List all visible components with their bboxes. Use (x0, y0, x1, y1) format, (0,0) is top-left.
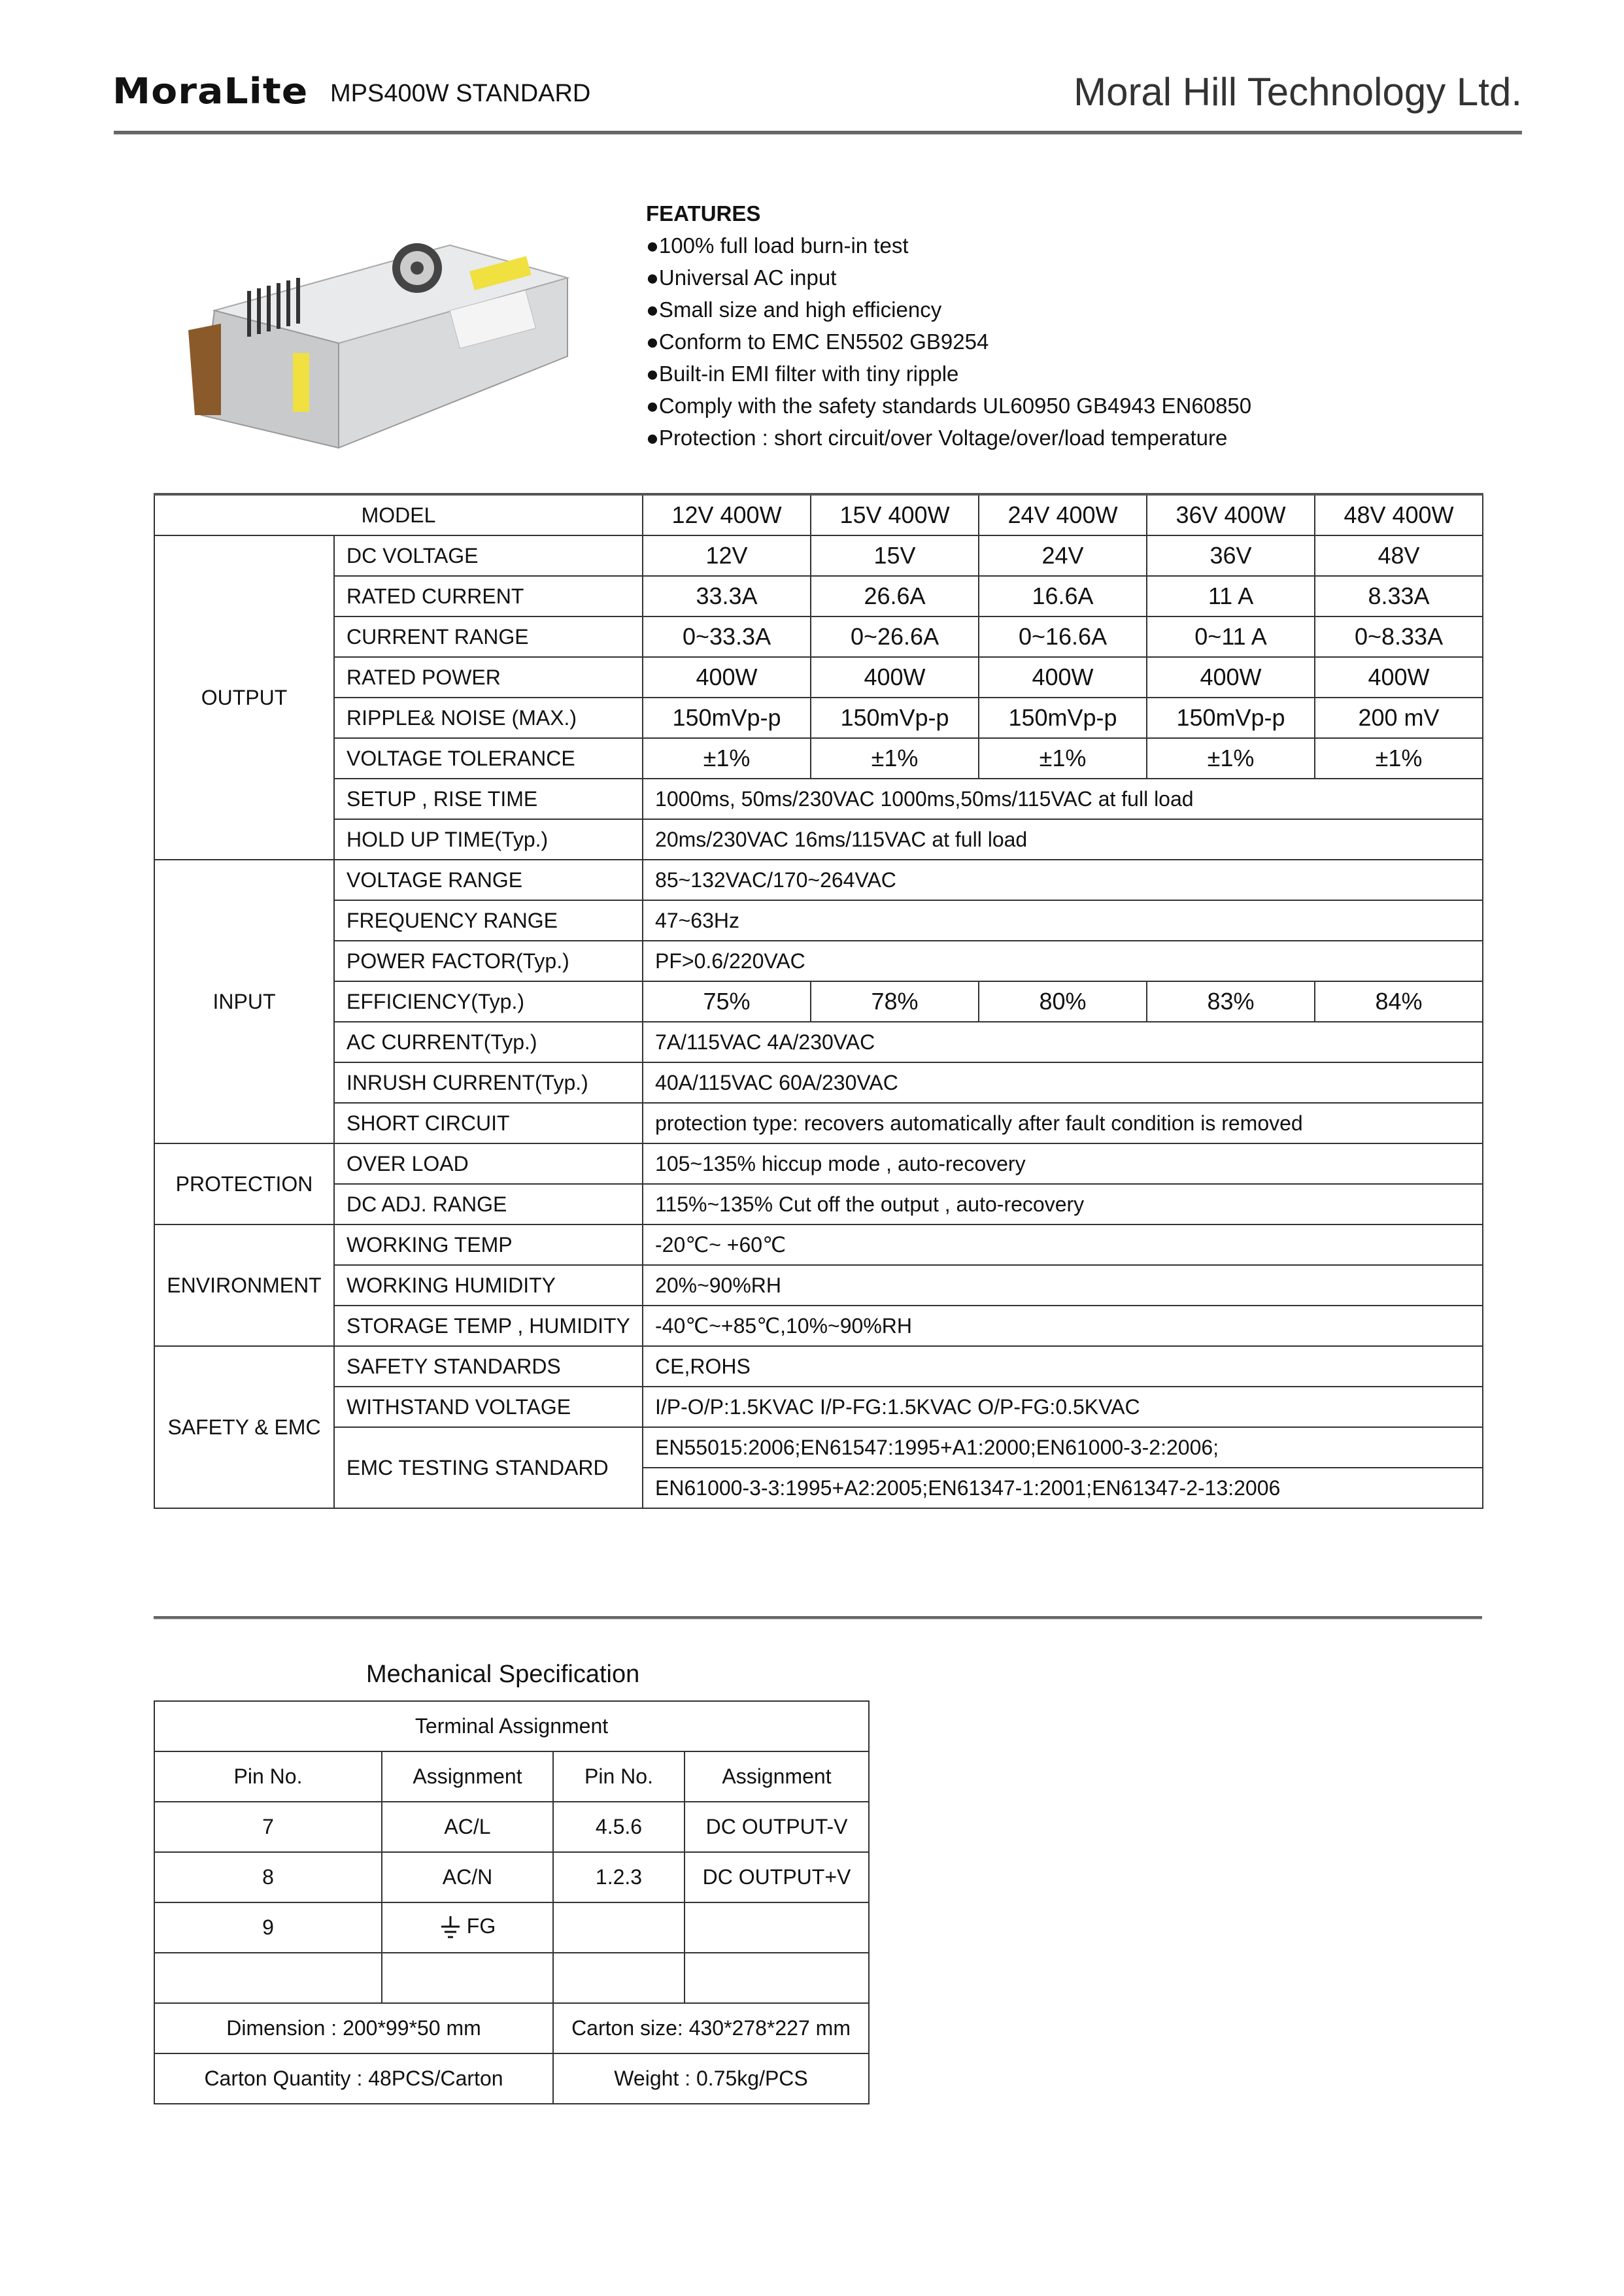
specification-table (154, 493, 1483, 1509)
spec-value: 84% (1315, 981, 1483, 1022)
column-header: Pin No. (154, 1751, 382, 1802)
spec-row (154, 981, 1483, 1022)
spec-label: FREQUENCY RANGE (334, 900, 643, 941)
spec-value: 150mVp-p (1147, 698, 1315, 738)
spec-label: SHORT CIRCUIT (334, 1103, 643, 1143)
cell: AC/N (382, 1852, 553, 1902)
model-subtitle: MPS400W STANDARD (330, 80, 591, 107)
spec-row (154, 1306, 1483, 1346)
spec-value: 105~135% hiccup mode , auto-recovery (643, 1143, 1483, 1184)
spec-value: ±1% (979, 738, 1147, 779)
carton-size: Carton size: 430*278*227 mm (553, 2003, 869, 2053)
spec-row (154, 819, 1483, 860)
model-name: 48V 400W (1315, 494, 1483, 535)
spec-value: 80% (979, 981, 1147, 1022)
header-divider (114, 131, 1522, 135)
cell (382, 1902, 553, 1953)
fg-label: FG (466, 1914, 496, 1938)
spec-row (154, 576, 1483, 616)
spec-row (154, 1427, 1483, 1468)
cell (553, 1953, 685, 2003)
spec-label: SAFETY STANDARDS (334, 1346, 643, 1387)
cell (685, 1953, 869, 2003)
cell: DC OUTPUT+V (685, 1852, 869, 1902)
spec-value: 11 A (1147, 576, 1315, 616)
spec-row (154, 698, 1483, 738)
spec-value: 0~8.33A (1315, 616, 1483, 657)
spec-value: 16.6A (979, 576, 1147, 616)
spec-row (154, 1022, 1483, 1062)
company-name: Moral Hill Technology Ltd. (1074, 70, 1522, 114)
spec-value: 83% (1147, 981, 1315, 1022)
cell: 4.5.6 (553, 1802, 685, 1852)
spec-row (154, 900, 1483, 941)
model-header-row (154, 494, 1483, 535)
spec-value: 400W (811, 657, 979, 698)
spec-label: WORKING TEMP (334, 1224, 643, 1265)
spec-label: RIPPLE& NOISE (MAX.) (334, 698, 643, 738)
spec-row (154, 616, 1483, 657)
spec-value: 20%~90%RH (643, 1265, 1483, 1306)
spec-value: 8.33A (1315, 576, 1483, 616)
feature-item: ●Built-in EMI filter with tiny ripple (646, 362, 959, 386)
spec-label: POWER FACTOR(Typ.) (334, 941, 643, 981)
spec-row (154, 1184, 1483, 1224)
spec-value: 1000ms, 50ms/230VAC 1000ms,50ms/115VAC at full load (643, 779, 1483, 819)
spec-value: 0~11 A (1147, 616, 1315, 657)
dimension: Dimension : 200*99*50 mm (154, 2003, 553, 2053)
spec-value: 200 mV (1315, 698, 1483, 738)
table-title-row (154, 1701, 869, 1751)
spec-group-label: PROTECTION (154, 1143, 334, 1224)
spec-value: I/P-O/P:1.5KVAC I/P-FG:1.5KVAC O/P-FG:0.5KVAC (643, 1387, 1483, 1427)
cell (553, 1902, 685, 1953)
spec-value: 400W (1147, 657, 1315, 698)
cell: DC OUTPUT-V (685, 1802, 869, 1852)
spec-label: RATED POWER (334, 657, 643, 698)
spec-value: protection type: recovers automatically after fault condition is removed (643, 1103, 1483, 1143)
feature-item: ●Conform to EMC EN5502 GB9254 (646, 329, 989, 354)
spec-value: 150mVp-p (643, 698, 811, 738)
column-header: Assignment (685, 1751, 869, 1802)
spec-value: 75% (643, 981, 811, 1022)
ground-icon (439, 1915, 462, 1941)
spec-value: -20℃~ +60℃ (643, 1224, 1483, 1265)
spec-label: VOLTAGE TOLERANCE (334, 738, 643, 779)
spec-label: DC VOLTAGE (334, 535, 643, 576)
table-row (154, 1902, 869, 1953)
carton-quantity: Carton Quantity : 48PCS/Carton (154, 2053, 553, 2104)
spec-row (154, 779, 1483, 819)
spec-value: 400W (643, 657, 811, 698)
spec-value: ±1% (1147, 738, 1315, 779)
model-name: 24V 400W (979, 494, 1147, 535)
spec-row (154, 1143, 1483, 1184)
cell: 9 (154, 1902, 382, 1953)
spec-value: 48V (1315, 535, 1483, 576)
spec-value: 0~33.3A (643, 616, 811, 657)
spec-value: 36V (1147, 535, 1315, 576)
spec-row (154, 941, 1483, 981)
table-row (154, 1802, 869, 1852)
spec-row (154, 738, 1483, 779)
model-name: 15V 400W (811, 494, 979, 535)
mechanical-title: Mechanical Specification (366, 1661, 640, 1688)
spec-row (154, 657, 1483, 698)
column-header: Pin No. (553, 1751, 685, 1802)
spec-value: 400W (979, 657, 1147, 698)
cell (685, 1902, 869, 1953)
spec-label: INRUSH CURRENT(Typ.) (334, 1062, 643, 1103)
spec-label: EMC TESTING STANDARD (334, 1427, 643, 1508)
spec-value: 85~132VAC/170~264VAC (643, 860, 1483, 900)
spec-group-label: SAFETY & EMC (154, 1346, 334, 1508)
spec-group-label: INPUT (154, 860, 334, 1143)
spec-label: OVER LOAD (334, 1143, 643, 1184)
spec-label: WORKING HUMIDITY (334, 1265, 643, 1306)
spec-value: 40A/115VAC 60A/230VAC (643, 1062, 1483, 1103)
spec-row (154, 1387, 1483, 1427)
table-row (154, 2003, 869, 2053)
cell (382, 1953, 553, 2003)
spec-value: 20ms/230VAC 16ms/115VAC at full load (643, 819, 1483, 860)
brand-logo: MoraLite (112, 71, 309, 112)
features-list (646, 197, 1251, 454)
spec-row (154, 535, 1483, 576)
terminal-assignment-title: Terminal Assignment (154, 1701, 869, 1751)
spec-group-label: ENVIRONMENT (154, 1224, 334, 1346)
spec-label: RATED CURRENT (334, 576, 643, 616)
spec-value: 33.3A (643, 576, 811, 616)
model-name: 12V 400W (643, 494, 811, 535)
cell (154, 1953, 382, 2003)
spec-row (154, 1224, 1483, 1265)
spec-value: 26.6A (811, 576, 979, 616)
table-row (154, 2053, 869, 2104)
model-name: 36V 400W (1147, 494, 1315, 535)
spec-row (154, 860, 1483, 900)
spec-value: 0~16.6A (979, 616, 1147, 657)
cell: 1.2.3 (553, 1852, 685, 1902)
spec-value: 12V (643, 535, 811, 576)
spec-value: 24V (979, 535, 1147, 576)
column-header: Assignment (382, 1751, 553, 1802)
spec-value: ±1% (811, 738, 979, 779)
feature-item: ●Protection : short circuit/over Voltage/over/load temperature (646, 426, 1228, 450)
spec-row (154, 1062, 1483, 1103)
power-supply-image (175, 219, 574, 454)
spec-label: EFFICIENCY(Typ.) (334, 981, 643, 1022)
feature-item: ●Universal AC input (646, 265, 837, 290)
model-label: MODEL (154, 494, 643, 535)
spec-value: 47~63Hz (643, 900, 1483, 941)
table-row (154, 1852, 869, 1902)
terminal-assignment-table (154, 1700, 870, 2104)
spec-row (154, 1265, 1483, 1306)
spec-value: -40℃~+85℃,10%~90%RH (643, 1306, 1483, 1346)
cell: AC/L (382, 1802, 553, 1852)
spec-value: ±1% (643, 738, 811, 779)
spec-label: HOLD UP TIME(Typ.) (334, 819, 643, 860)
table-row (154, 1953, 869, 2003)
spec-label: DC ADJ. RANGE (334, 1184, 643, 1224)
spec-value: CE,ROHS (643, 1346, 1483, 1387)
spec-value: 115%~135% Cut off the output , auto-recovery (643, 1184, 1483, 1224)
feature-item: ●100% full load burn-in test (646, 233, 909, 258)
spec-value: 0~26.6A (811, 616, 979, 657)
spec-value: 15V (811, 535, 979, 576)
table-header-row (154, 1751, 869, 1802)
spec-value: 150mVp-p (811, 698, 979, 738)
spec-label: STORAGE TEMP , HUMIDITY (334, 1306, 643, 1346)
spec-label: AC CURRENT(Typ.) (334, 1022, 643, 1062)
spec-value: PF>0.6/220VAC (643, 941, 1483, 981)
spec-value: EN55015:2006;EN61547:1995+A1:2000;EN61000-3-2:2006; (643, 1427, 1483, 1468)
feature-item: ●Comply with the safety standards UL60950 GB4943 EN60850 (646, 394, 1252, 418)
spec-value: 400W (1315, 657, 1483, 698)
spec-label: SETUP , RISE TIME (334, 779, 643, 819)
section-divider (154, 1616, 1482, 1619)
cell: 8 (154, 1852, 382, 1902)
spec-value: 150mVp-p (979, 698, 1147, 738)
spec-value: 7A/115VAC 4A/230VAC (643, 1022, 1483, 1062)
spec-label: VOLTAGE RANGE (334, 860, 643, 900)
spec-group-label: OUTPUT (154, 535, 334, 860)
spec-value: 78% (811, 981, 979, 1022)
spec-value: ±1% (1315, 738, 1483, 779)
cell: 7 (154, 1802, 382, 1852)
spec-label: CURRENT RANGE (334, 616, 643, 657)
spec-row (154, 1346, 1483, 1387)
spec-row (154, 1103, 1483, 1143)
feature-item: ●Small size and high efficiency (646, 297, 942, 322)
features-title: FEATURES (646, 201, 761, 226)
spec-value: EN61000-3-3:1995+A2:2005;EN61347-1:2001;EN61347-2-13:2006 (643, 1468, 1483, 1508)
weight: Weight : 0.75kg/PCS (553, 2053, 869, 2104)
spec-label: WITHSTAND VOLTAGE (334, 1387, 643, 1427)
